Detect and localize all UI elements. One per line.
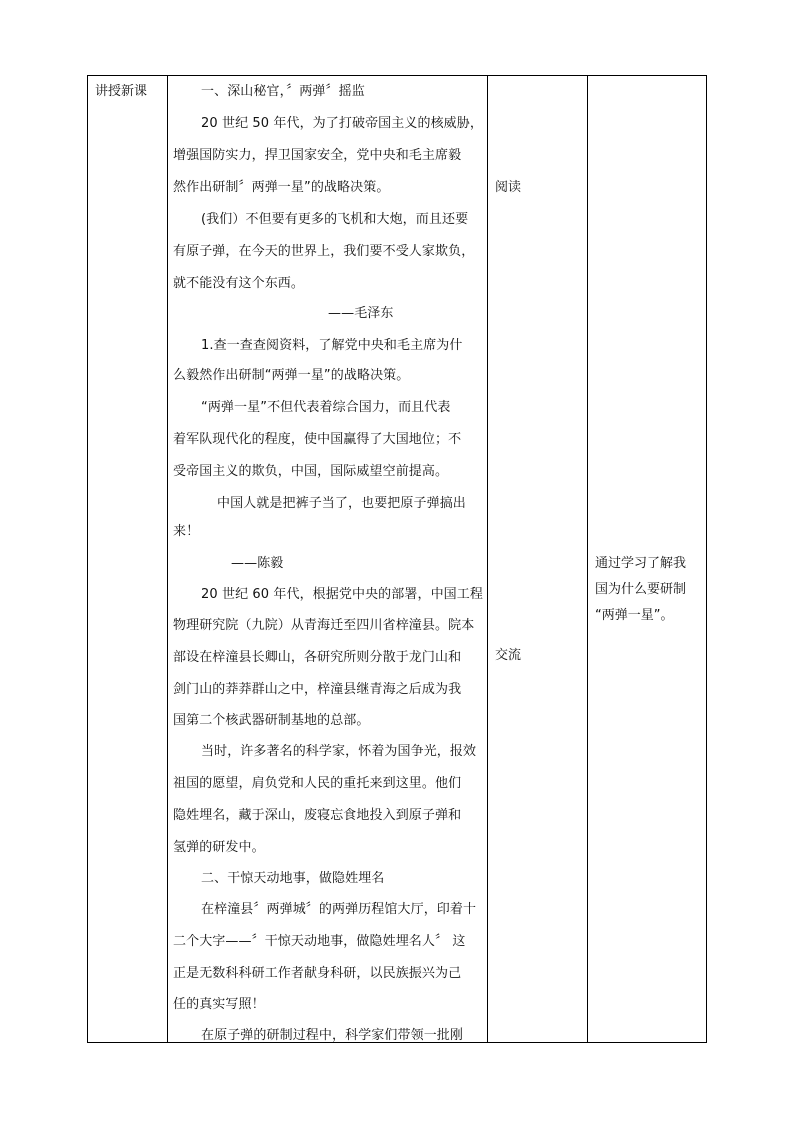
paragraph-line: 在原子弹的研制过程中，科学家们带领一批刚 <box>201 1028 464 1043</box>
task-line: 1.查一查查阅资料，了解党中央和毛主席为什 <box>201 338 463 353</box>
paragraph-line: 在梓潼县〞两弹城〞的两弹历程馆大厅，印着十 <box>201 902 477 917</box>
section-label: 讲授新课 <box>95 84 148 99</box>
lesson-table <box>87 75 707 1043</box>
paragraph-line: 当时，许多著名的科学家，怀着为国争光，报效 <box>201 744 477 759</box>
quote-line: (我们）不但要有更多的飞机和大炮，而且还要 <box>201 212 469 227</box>
design-intent <box>595 551 703 629</box>
paragraph-line: 正是无数科科研工作者献身科研，以民族振兴为己 <box>173 966 462 981</box>
heading-1: 一、深山秘官，〞两弹〞摇监 <box>201 84 365 99</box>
paragraph-line: 20 世纪 60 年代，根据党中央的部署，中国工程 <box>201 587 483 602</box>
design-intent-line: 通过学习了解我 <box>595 556 687 571</box>
paragraph-line: 20 世纪 50 年代，为了打破帝国主义的核威胁， <box>201 116 483 131</box>
paragraph-line: 剑门山的莽莽群山之中，梓潼县继青海之后成为我 <box>173 682 462 697</box>
quote-line: 中国人就是把裤子当了，也要把原子弹搞出 <box>217 496 466 511</box>
paragraph-line: 隐姓埋名，藏于深山，废寝忘食地投入到原子弹和 <box>173 808 462 823</box>
paragraph-line: 任的真实写照！ <box>173 997 265 1012</box>
column-divider <box>167 76 168 1042</box>
quote-attribution: ——毛泽东 <box>328 306 394 321</box>
quote-attribution: ——陈毅 <box>231 556 284 571</box>
activity-discuss: 交流 <box>495 648 522 663</box>
quote-line: 来！ <box>173 524 200 539</box>
paragraph-line: 祖国的愿望，肩负党和人民的重托来到这里。他们 <box>173 776 462 791</box>
design-intent-line: “两弹一星”。 <box>595 608 674 623</box>
heading-2: 二、干惊天动地事，做隐姓埋名 <box>201 871 385 886</box>
quote-line: 有原子弹，在今天的世界上，我们要不受人家欺负， <box>173 244 475 259</box>
paragraph-line: 二个大字——〞干惊天动地事，做隐姓埋名人〞 这 <box>173 934 466 949</box>
paragraph-line: 国第二个核武器研制基地的总部。 <box>173 713 370 728</box>
activity-read: 阅读 <box>495 180 522 195</box>
design-intent-line: 国为什么要研制 <box>595 582 687 597</box>
paragraph-line: “两弹一星”不但代表着综合国力，而且代表 <box>201 400 451 415</box>
paragraph-line: 增强国防实力，捍卫国家安全，党中央和毛主席毅 <box>173 148 462 163</box>
column-divider <box>587 76 588 1042</box>
paragraph-line: 然作出研制〞两弹一星”的战略决策。 <box>173 180 390 195</box>
paragraph-line: 物理研究院（九院）从青海迁至四川省梓潼县。院本 <box>173 618 475 633</box>
task-line: 么毅然作出研制“两弹一星”的战略决策。 <box>173 368 410 383</box>
paragraph-line: 氢弹的研发中。 <box>173 840 265 855</box>
paragraph-line: 部设在梓潼县长卿山，各研究所则分散于龙门山和 <box>173 650 462 665</box>
paragraph-line: 受帝国主义的欺负，中国，国际威望空前提高。 <box>173 464 449 479</box>
quote-line: 就不能没有这个东西。 <box>173 276 305 291</box>
column-divider <box>487 76 488 1042</box>
paragraph-line: 着军队现代化的程度，使中国赢得了大国地位；不 <box>173 432 462 447</box>
